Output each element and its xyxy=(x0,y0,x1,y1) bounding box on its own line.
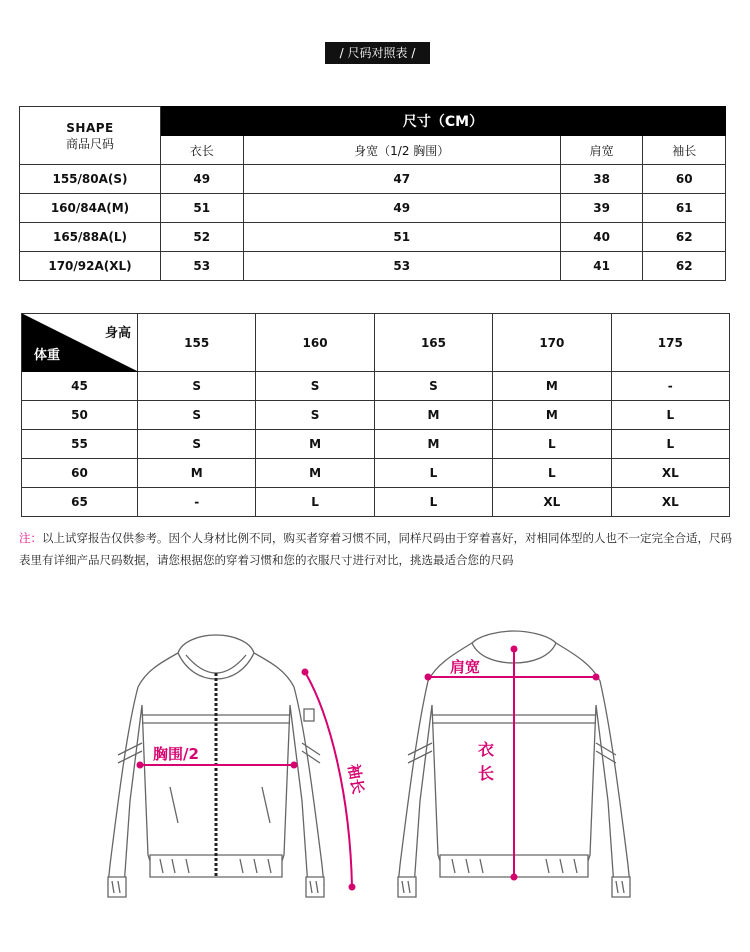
table-cell: 62 xyxy=(643,252,726,281)
size-chart-table xyxy=(19,106,726,281)
table-cell: - xyxy=(138,488,256,517)
page-title: / 尺码对照表 / xyxy=(325,42,430,64)
note-text: 以上试穿报告仅供参考。因个人身材比例不同，购买者穿着习惯不同，同样尺码由于穿着喜好，对相同体型的人也不一定完全合适，尺码表里有详细产品尺码数据，请您根据您的穿着习惯和您的衣服尺寸进行对比，挑选最适合您的尺码 xyxy=(19,531,732,567)
table-cell: M xyxy=(493,401,611,430)
table-cell: 49 xyxy=(243,194,560,223)
table-row xyxy=(22,459,730,488)
weight-label: 50 xyxy=(22,401,138,430)
height-axis-label: 身高 xyxy=(104,326,131,341)
table-cell: S xyxy=(138,372,256,401)
table-cell: L xyxy=(256,488,374,517)
table-cell: 49 xyxy=(161,165,244,194)
table-cell: L xyxy=(611,401,729,430)
table-cell: L xyxy=(374,459,492,488)
table-row xyxy=(20,223,726,252)
table-row xyxy=(22,401,730,430)
sleeve-label: 袖长 xyxy=(344,762,368,796)
weight-label: 65 xyxy=(22,488,138,517)
height-column-header: 170 xyxy=(493,314,611,372)
table-cell: 51 xyxy=(161,194,244,223)
table-cell: 47 xyxy=(243,165,560,194)
table-cell: S xyxy=(256,401,374,430)
weight-label: 60 xyxy=(22,459,138,488)
table-cell: 51 xyxy=(243,223,560,252)
garment-measurement-diagram xyxy=(0,615,750,935)
table-cell: XL xyxy=(493,488,611,517)
table-cell: S xyxy=(256,372,374,401)
table-cell: 52 xyxy=(161,223,244,252)
size-label: 155/80A(S) xyxy=(20,165,161,194)
height-column-header: 160 xyxy=(256,314,374,372)
table-cell: L xyxy=(493,430,611,459)
table-cell: 40 xyxy=(560,223,643,252)
table-cell: 53 xyxy=(243,252,560,281)
table-row xyxy=(20,165,726,194)
fit-recommendation-table xyxy=(21,313,730,517)
measurement-lines xyxy=(138,647,599,890)
column-header: 身宽（1/2 胸围） xyxy=(243,136,560,165)
height-column-header: 155 xyxy=(138,314,256,372)
weight-axis-label: 体重 xyxy=(34,348,61,363)
table-row xyxy=(20,194,726,223)
column-header: 袖长 xyxy=(643,136,726,165)
size-label: 165/88A(L) xyxy=(20,223,161,252)
table-cell: M xyxy=(374,430,492,459)
size-header-cell xyxy=(20,107,161,165)
table-cell: M xyxy=(256,430,374,459)
table-cell: 60 xyxy=(643,165,726,194)
column-header: 衣长 xyxy=(161,136,244,165)
corner-header-cell xyxy=(22,314,138,372)
note-label: 注： xyxy=(19,531,42,545)
table-cell: L xyxy=(611,430,729,459)
table-cell: S xyxy=(138,430,256,459)
table-cell: M xyxy=(493,372,611,401)
chest-label: 胸围/2 xyxy=(153,745,199,763)
table-cell: XL xyxy=(611,488,729,517)
table-cell: 38 xyxy=(560,165,643,194)
weight-label: 45 xyxy=(22,372,138,401)
table-cell: 61 xyxy=(643,194,726,223)
measurement-header: 尺寸（CM） xyxy=(161,107,726,136)
table-row xyxy=(20,252,726,281)
table-cell: - xyxy=(611,372,729,401)
shoulder-label: 肩宽 xyxy=(450,658,481,676)
table-cell: M xyxy=(138,459,256,488)
table-cell: XL xyxy=(611,459,729,488)
table-cell: 39 xyxy=(560,194,643,223)
table-cell: L xyxy=(374,488,492,517)
table-cell: M xyxy=(374,401,492,430)
height-column-header: 165 xyxy=(374,314,492,372)
table-cell: S xyxy=(374,372,492,401)
column-header: 肩宽 xyxy=(560,136,643,165)
table-row xyxy=(22,372,730,401)
table-cell: 62 xyxy=(643,223,726,252)
height-column-header: 175 xyxy=(611,314,729,372)
table-row xyxy=(22,430,730,459)
table-cell: M xyxy=(256,459,374,488)
table-cell: S xyxy=(138,401,256,430)
fit-note xyxy=(19,527,735,571)
table-row xyxy=(22,488,730,517)
length-label-bottom: 长 xyxy=(478,764,495,783)
weight-label: 55 xyxy=(22,430,138,459)
size-label: 170/92A(XL) xyxy=(20,252,161,281)
brand-label: SHAPE xyxy=(66,120,114,135)
length-label-top: 衣 xyxy=(478,740,495,759)
table-cell: 41 xyxy=(560,252,643,281)
size-label: 160/84A(M) xyxy=(20,194,161,223)
table-cell: L xyxy=(493,459,611,488)
table-cell: 53 xyxy=(161,252,244,281)
size-header-label: 商品尺码 xyxy=(65,136,114,151)
